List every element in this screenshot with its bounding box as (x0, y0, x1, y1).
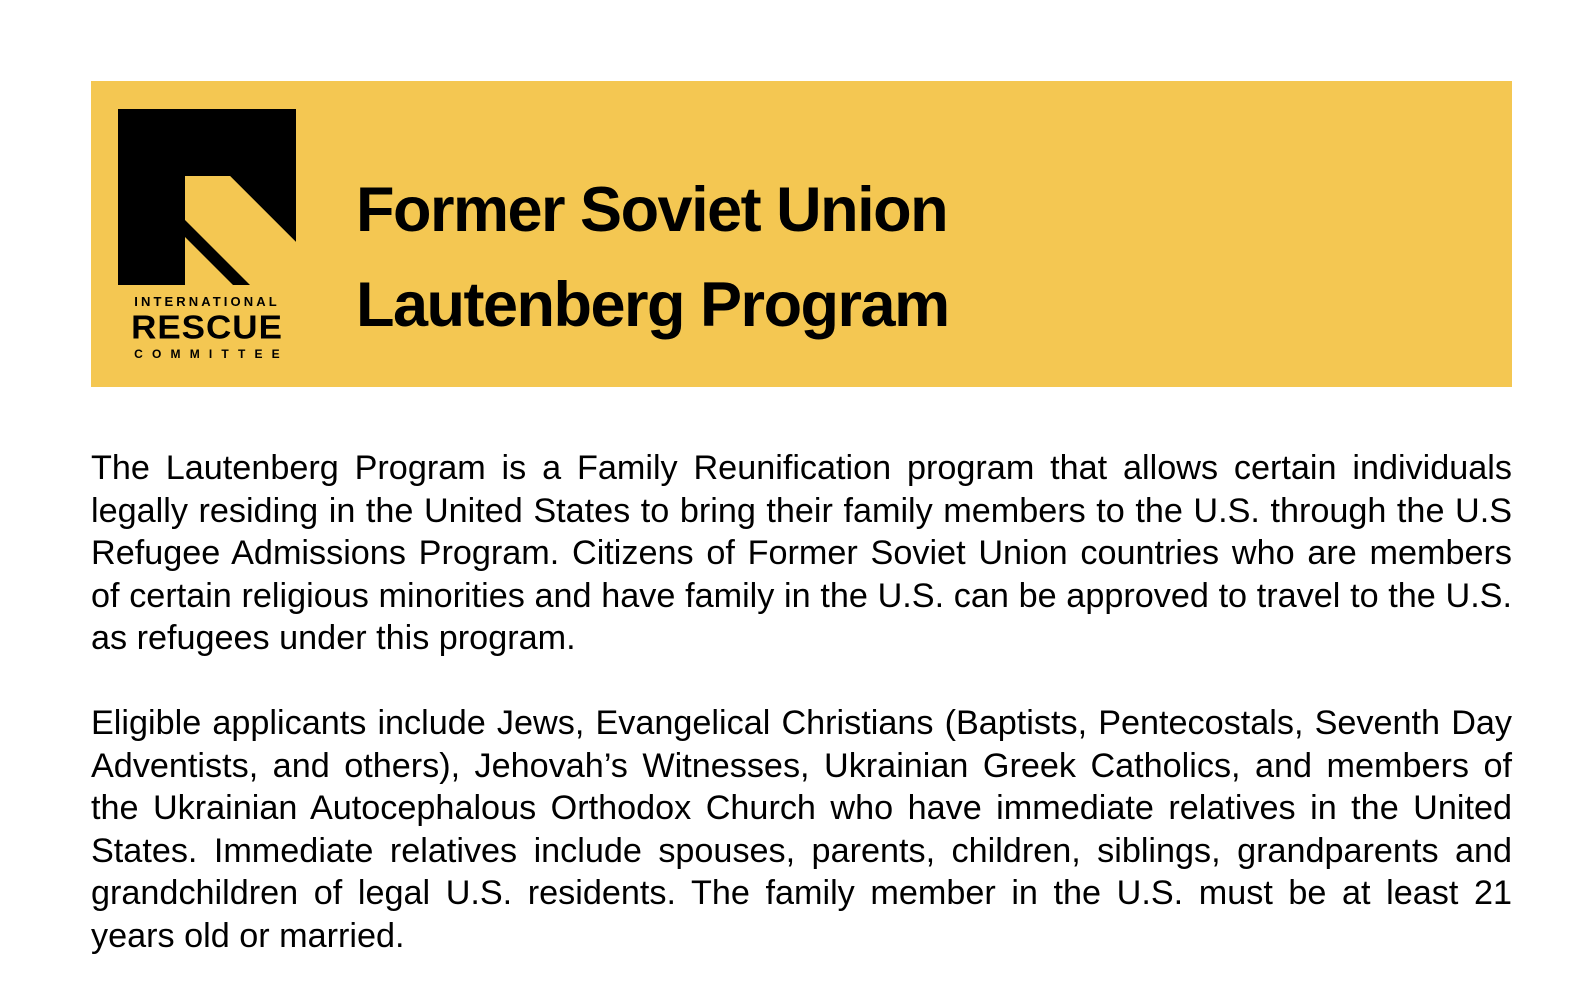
logo-text-rescue: RESCUE (131, 308, 283, 347)
header-banner (91, 81, 1512, 387)
irc-arrow-mark-icon (118, 109, 296, 285)
logo-text-committee: COMMITTEE (134, 347, 289, 361)
document-body (91, 447, 1512, 1000)
title-line-1: Former Soviet Union (356, 175, 948, 245)
page-title (356, 163, 949, 353)
title-line-2: Lautenberg Program (356, 270, 949, 340)
irc-logo (118, 109, 296, 361)
paragraph-program-overview: The Lautenberg Program is a Family Reunification program that allows certain individuals legally residing in the United States to bring their family members to the U.S. through the U.S Refugee Admissions Program. Citizens of Former Soviet Union countries who are members of certain religious minorities and have family in the U.S. can be approved to travel to the U.S. as refugees under this program. (91, 449, 1512, 657)
logo-text-international: INTERNATIONAL (134, 294, 280, 309)
paragraph-eligibility: Eligible applicants include Jews, Evangelical Christians (Baptists, Pentecostals, Seventh Day Adventists, and others), Jehovah’s Witnesses, Ukrainian Greek Catholics, and members of the Ukrainian Autocephalous Orthodox Church who have immediate relatives in the United States. Immediate relatives include spouses, parents, children, siblings, grandparents and grandchildren of legal U.S. residents. The family member in the U.S. must be at least 21 years old or married. (91, 704, 1512, 955)
